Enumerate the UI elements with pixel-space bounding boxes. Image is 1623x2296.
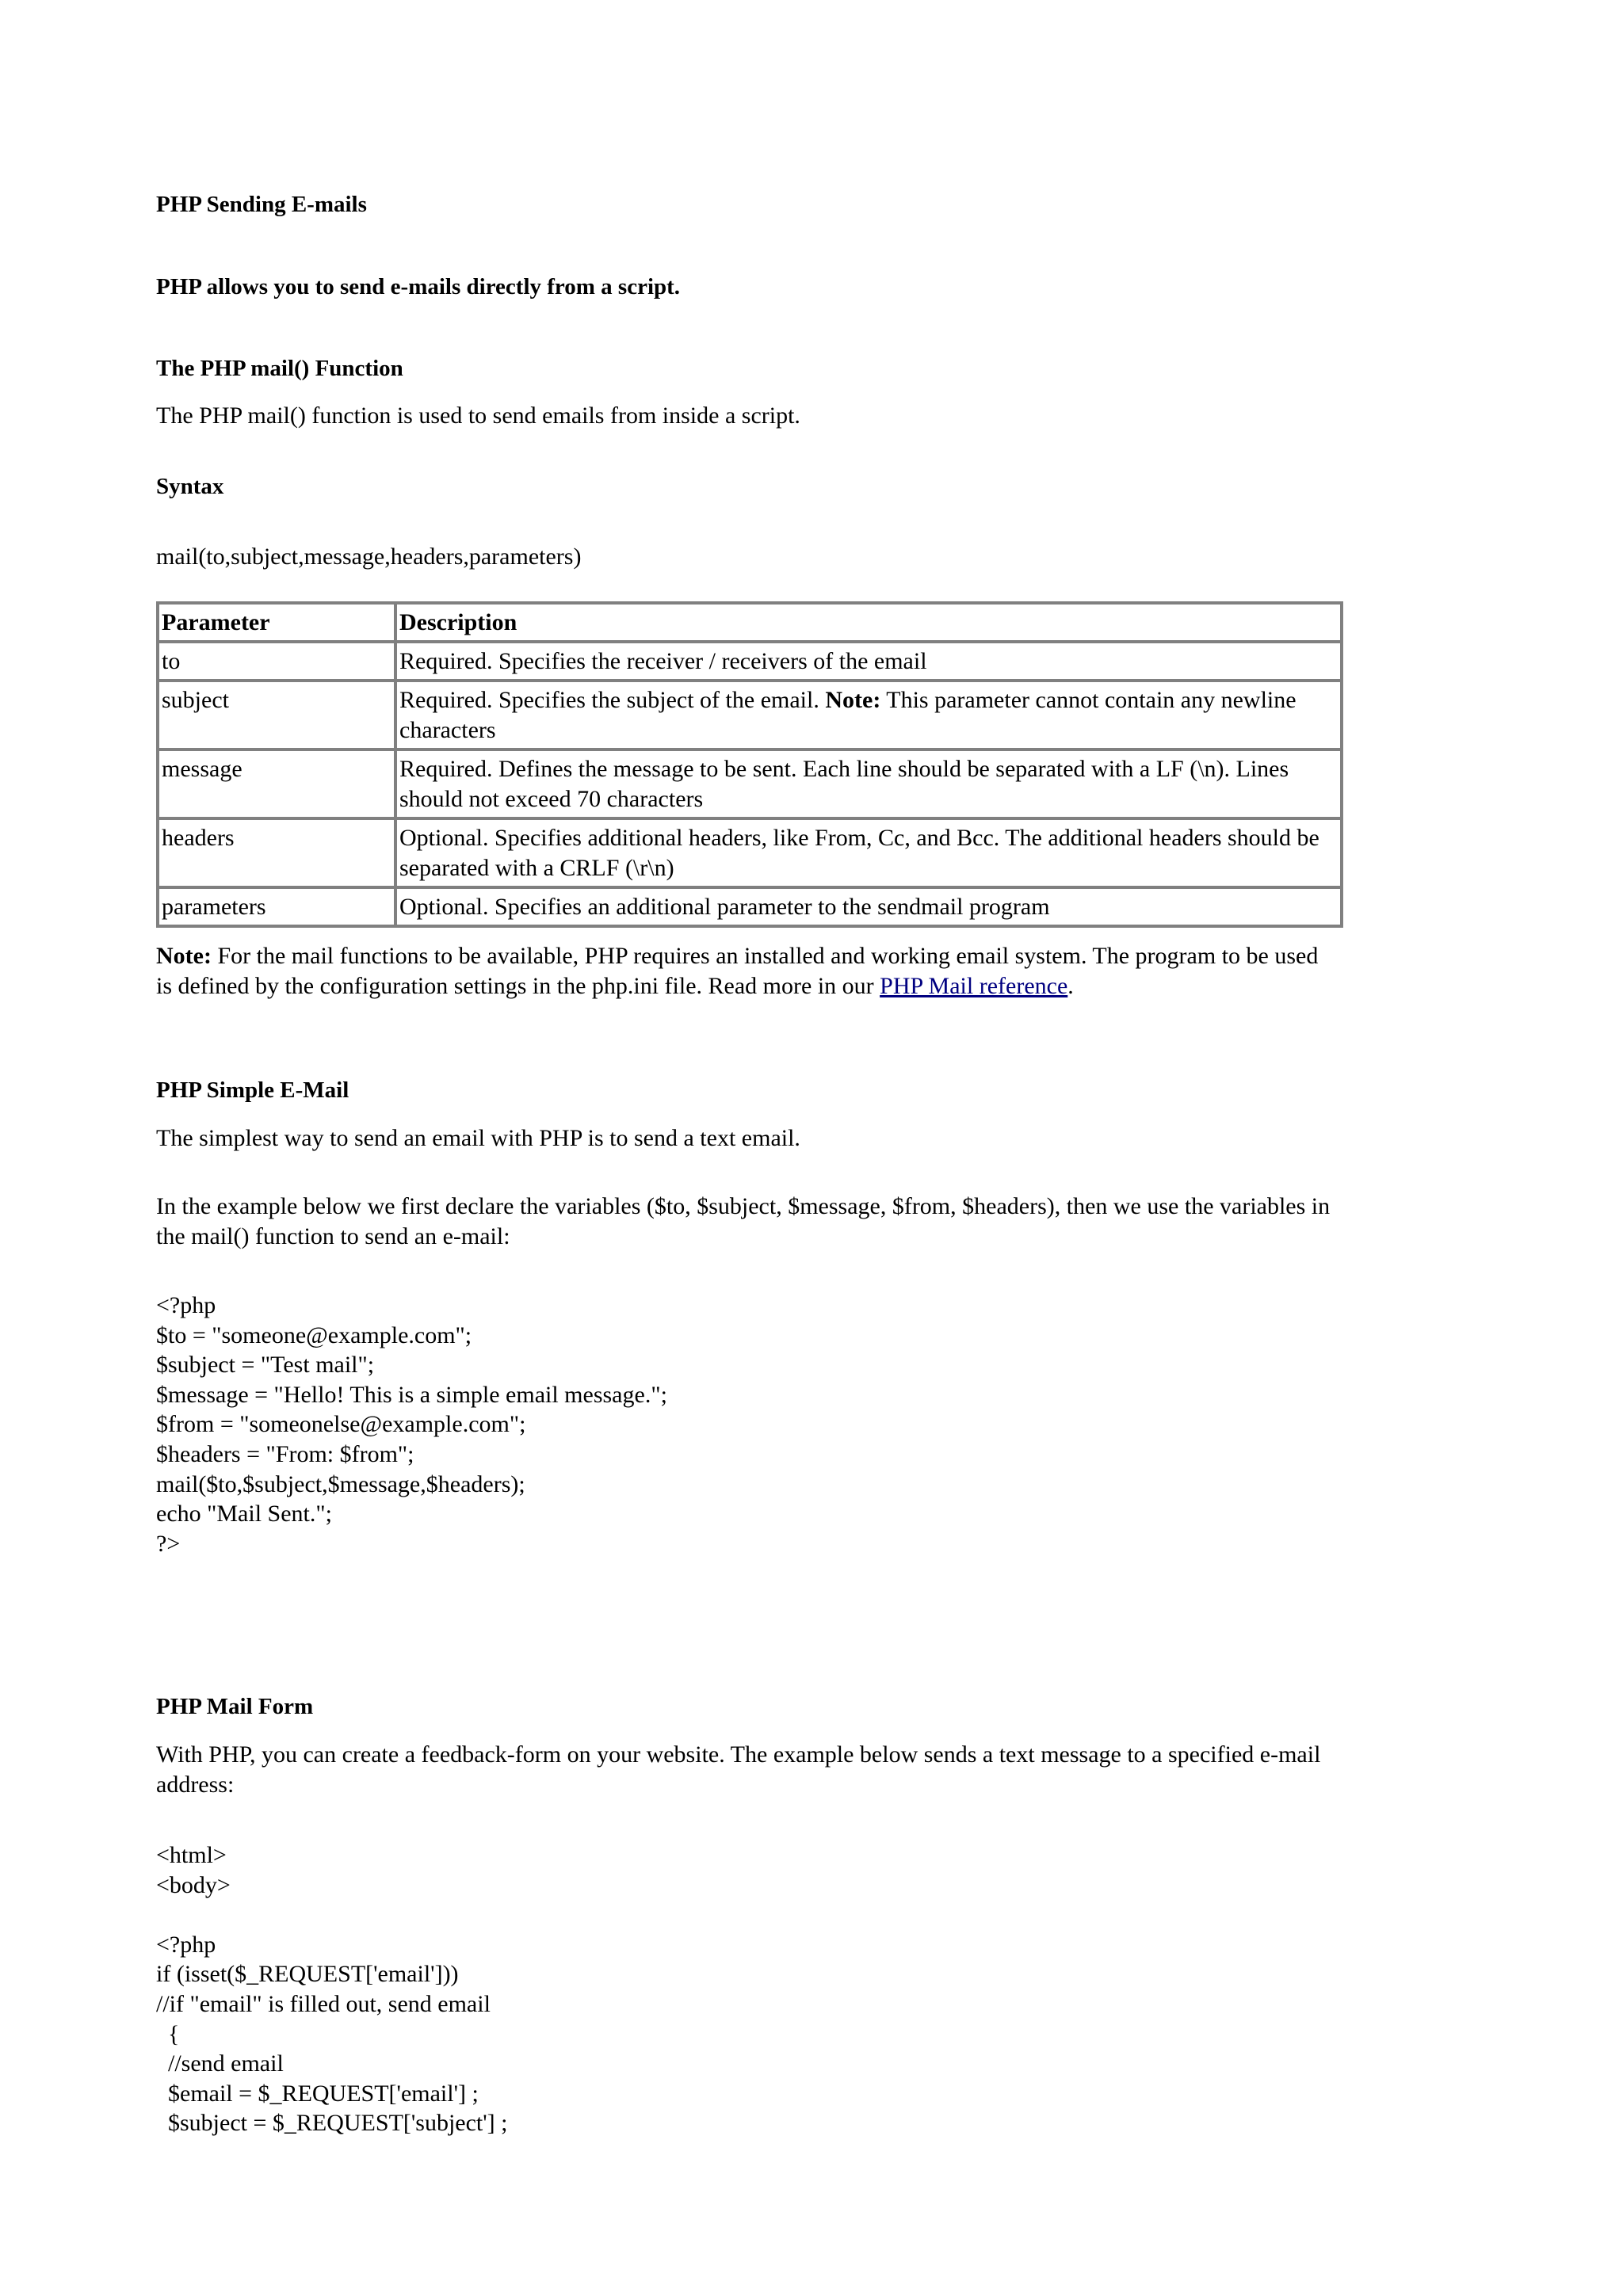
column-header-description: Description — [395, 603, 1342, 642]
section-heading-syntax: Syntax — [156, 474, 224, 499]
paragraph-mail-form: With PHP, you can create a feedback-form on your website. The example below sends a text message to a specified e-mail address: — [156, 1741, 1321, 1798]
section-heading-mail-function: The PHP mail() Function — [156, 356, 403, 381]
page-title: PHP Sending E-mails — [156, 192, 367, 217]
column-header-parameter: Parameter — [158, 603, 395, 642]
table-header-row — [158, 603, 1342, 642]
paragraph-mail-function: The PHP mail() function is used to send emails from inside a script. — [156, 402, 800, 429]
paragraph-simple-email: The simplest way to send an email with PHP is to send a text email. — [156, 1125, 800, 1151]
desc-text: Required. Specifies the subject of the email. — [399, 687, 826, 713]
param-desc-cell: Required. Defines the message to be sent. Each line should be separated with a LF (\n). Lines should not exceed 70 characters — [395, 749, 1342, 818]
param-name-cell: headers — [158, 818, 395, 887]
param-name-cell: message — [158, 749, 395, 818]
section-heading-mail-form: PHP Mail Form — [156, 1694, 314, 1719]
table-row — [158, 681, 1342, 749]
intro-text: PHP allows you to send e-mails directly from a script. — [156, 274, 681, 299]
table-row — [158, 887, 1342, 926]
note-paragraph — [156, 941, 1337, 1001]
param-desc-cell: Required. Specifies the receiver / receivers of the email — [395, 642, 1342, 681]
param-desc-cell: Optional. Specifies additional headers, like From, Cc, and Bcc. The additional headers should be separated with a CRLF (\r\n) — [395, 818, 1342, 887]
param-name-cell: subject — [158, 681, 395, 749]
table-row — [158, 749, 1342, 818]
syntax-line: mail(to,subject,message,headers,parameters) — [156, 543, 582, 570]
note-label: Note: — [825, 687, 881, 713]
param-desc-cell: Optional. Specifies an additional parameter to the sendmail program — [395, 887, 1342, 926]
table-row — [158, 642, 1342, 681]
param-name-cell: to — [158, 642, 395, 681]
section-heading-simple-email: PHP Simple E-Mail — [156, 1077, 349, 1103]
code-block-simple-email: <?php $to = "someone@example.com"; $subject = "Test mail"; $message = "Hello! This is a simple email message."; $from = "someonelse@example.com"; $headers = "From: $from"; mail($to,$subject,$message,$headers); echo "Mail Sent."; ?> — [156, 1292, 667, 1557]
paragraph-example-intro: In the example below we first declare the variables ($to, $subject, $message, $from, $headers), then we use the variables in the mail() function to send an e-mail: — [156, 1193, 1331, 1249]
code-block-mail-form: <html> <body> <?php if (isset($_REQUEST['email'])) //if "email" is filled out, send email { //send email $email = $_REQUEST['email'] ; $subject = $_REQUEST['subject'] ; — [156, 1842, 508, 2137]
table-row — [158, 818, 1342, 887]
note-end: . — [1067, 973, 1074, 999]
note-label: Note: — [156, 943, 212, 969]
desc-text: This parameter cannot contain any newline characters — [399, 687, 1296, 743]
php-mail-reference-link[interactable]: PHP Mail reference — [880, 973, 1068, 999]
parameter-table — [156, 601, 1343, 928]
param-desc-cell — [395, 681, 1342, 749]
param-name-cell: parameters — [158, 887, 395, 926]
note-text: For the mail functions to be available, PHP requires an installed and working email system. The program to be used is defined by the configuration settings in the php.ini file. Read more in our — [156, 943, 1319, 999]
